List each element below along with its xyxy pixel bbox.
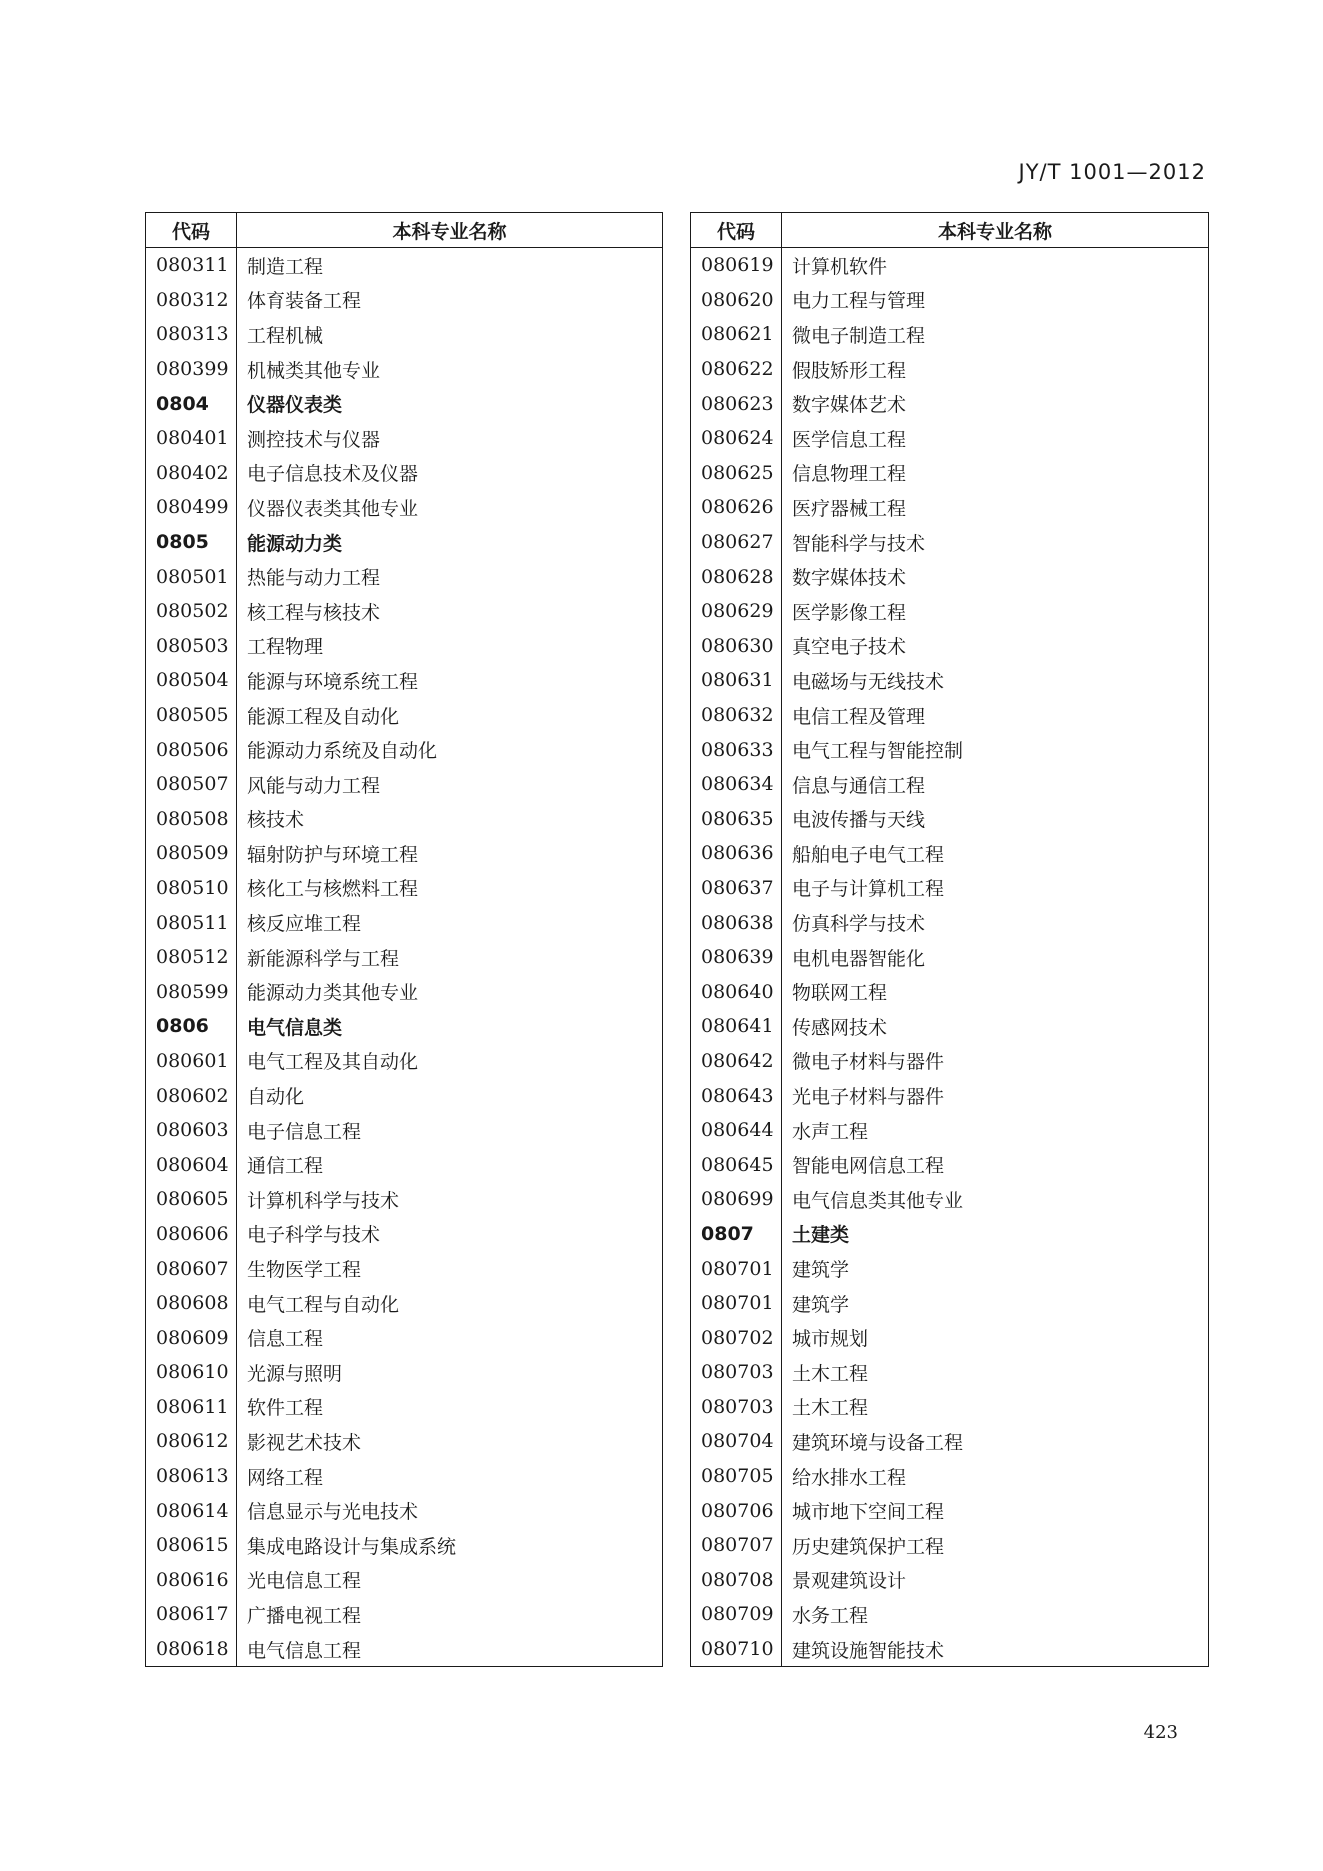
major-name: 风能与动力工程 xyxy=(247,774,381,797)
category-row xyxy=(146,386,663,421)
major-code: 080313 xyxy=(146,317,237,352)
major-code: 080401 xyxy=(146,421,237,456)
table-row xyxy=(146,317,663,352)
table-row xyxy=(146,1390,663,1425)
major-name: 软件工程 xyxy=(247,1397,324,1420)
major-code: 080617 xyxy=(146,1597,237,1632)
major-name: 电机电器智能化 xyxy=(792,947,926,970)
major-code: 080510 xyxy=(146,871,237,906)
major-name: 城市地下空间工程 xyxy=(792,1501,945,1524)
major-name: 制造工程 xyxy=(247,255,324,278)
major-name: 计算机科学与技术 xyxy=(247,1189,400,1212)
table-row xyxy=(691,1355,1209,1390)
table-row xyxy=(691,974,1209,1009)
major-code: 080615 xyxy=(146,1528,237,1563)
major-code: 080605 xyxy=(146,1182,237,1217)
table-body xyxy=(146,248,663,1667)
major-code: 080603 xyxy=(146,1113,237,1148)
table-row xyxy=(146,248,663,283)
table-row xyxy=(146,1632,663,1667)
table-header-row xyxy=(691,213,1209,248)
major-name: 水务工程 xyxy=(792,1604,869,1627)
major-code: 080621 xyxy=(691,317,782,352)
table-row xyxy=(146,490,663,525)
major-code: 080704 xyxy=(691,1424,782,1459)
major-code: 080508 xyxy=(146,802,237,837)
table-row xyxy=(146,1459,663,1494)
major-code: 0807 xyxy=(691,1217,782,1252)
table-body xyxy=(691,248,1209,1667)
major-name: 电气信息类其他专业 xyxy=(792,1189,964,1212)
major-name: 城市规划 xyxy=(792,1328,869,1351)
major-name: 建筑环境与设备工程 xyxy=(792,1431,964,1454)
table-row xyxy=(691,905,1209,940)
table-row xyxy=(691,559,1209,594)
table-row xyxy=(146,1320,663,1355)
major-name: 电波传播与天线 xyxy=(792,809,926,832)
major-code: 080630 xyxy=(691,629,782,664)
major-name: 工程物理 xyxy=(247,636,324,659)
major-name: 光电子材料与器件 xyxy=(792,1086,945,1109)
major-code: 080639 xyxy=(691,940,782,975)
major-name: 电信工程及管理 xyxy=(792,705,926,728)
major-code: 080645 xyxy=(691,1147,782,1182)
table-row xyxy=(146,559,663,594)
major-code: 080618 xyxy=(146,1632,237,1667)
table-row xyxy=(146,905,663,940)
table-row xyxy=(146,940,663,975)
table-row xyxy=(146,456,663,491)
table-row xyxy=(146,663,663,698)
major-code: 080599 xyxy=(146,974,237,1009)
table-row xyxy=(146,698,663,733)
table-row xyxy=(691,940,1209,975)
major-name: 热能与动力工程 xyxy=(247,567,381,590)
major-name: 数字媒体技术 xyxy=(792,567,907,590)
major-name: 仿真科学与技术 xyxy=(792,913,926,936)
major-name: 建筑学 xyxy=(792,1259,850,1282)
major-code: 080703 xyxy=(691,1390,782,1425)
table-row xyxy=(146,1597,663,1632)
major-code: 080641 xyxy=(691,1009,782,1044)
major-code: 080622 xyxy=(691,352,782,387)
major-code: 080601 xyxy=(146,1044,237,1079)
table-row xyxy=(691,1113,1209,1148)
table-row xyxy=(691,1147,1209,1182)
major-code: 080643 xyxy=(691,1078,782,1113)
major-code: 080602 xyxy=(146,1078,237,1113)
major-code: 080607 xyxy=(146,1251,237,1286)
major-code: 080402 xyxy=(146,456,237,491)
major-name: 计算机软件 xyxy=(792,255,888,278)
table-row xyxy=(691,1493,1209,1528)
major-code: 080701 xyxy=(691,1251,782,1286)
major-name: 信息物理工程 xyxy=(792,463,907,486)
table-row xyxy=(691,767,1209,802)
major-name: 仪器仪表类 xyxy=(247,394,343,417)
major-name: 智能电网信息工程 xyxy=(792,1155,945,1178)
major-name: 影视艺术技术 xyxy=(247,1431,362,1454)
major-code: 080311 xyxy=(146,248,237,283)
table-row xyxy=(146,1182,663,1217)
major-name: 电气工程及其自动化 xyxy=(247,1051,419,1074)
table-row xyxy=(146,283,663,318)
major-name: 广播电视工程 xyxy=(247,1604,362,1627)
table-row xyxy=(691,1528,1209,1563)
major-code: 080640 xyxy=(691,974,782,1009)
major-code: 080511 xyxy=(146,905,237,940)
table-row xyxy=(146,594,663,629)
table-row xyxy=(691,1597,1209,1632)
major-name: 工程机械 xyxy=(247,324,324,347)
major-code: 080619 xyxy=(691,248,782,283)
table-row xyxy=(691,732,1209,767)
major-code: 080637 xyxy=(691,871,782,906)
table-row xyxy=(146,1044,663,1079)
major-name: 能源动力系统及自动化 xyxy=(247,740,438,763)
major-table-right xyxy=(690,212,1209,1667)
major-name: 核工程与核技术 xyxy=(247,601,381,624)
major-name: 通信工程 xyxy=(247,1155,324,1178)
major-name: 土木工程 xyxy=(792,1362,869,1385)
table-row xyxy=(691,629,1209,664)
category-row xyxy=(691,1217,1209,1252)
major-code: 080708 xyxy=(691,1563,782,1598)
major-name: 医疗器械工程 xyxy=(792,497,907,520)
major-code: 080634 xyxy=(691,767,782,802)
table-row xyxy=(146,1113,663,1148)
table-row xyxy=(691,871,1209,906)
major-name: 集成电路设计与集成系统 xyxy=(247,1535,457,1558)
table-row xyxy=(691,1424,1209,1459)
major-code: 080613 xyxy=(146,1459,237,1494)
major-code: 080699 xyxy=(691,1182,782,1217)
major-name: 核化工与核燃料工程 xyxy=(247,878,419,901)
major-name: 水声工程 xyxy=(792,1120,869,1143)
major-name: 网络工程 xyxy=(247,1466,324,1489)
major-code: 080624 xyxy=(691,421,782,456)
major-code: 080626 xyxy=(691,490,782,525)
table-row xyxy=(146,629,663,664)
table-row xyxy=(691,1286,1209,1321)
table-row xyxy=(691,1182,1209,1217)
major-name: 能源工程及自动化 xyxy=(247,705,400,728)
table-row xyxy=(146,732,663,767)
table-row xyxy=(691,698,1209,733)
table-row xyxy=(691,317,1209,352)
major-name: 电子信息工程 xyxy=(247,1120,362,1143)
table-row xyxy=(691,1632,1209,1667)
major-name: 电力工程与管理 xyxy=(792,290,926,313)
major-name: 辐射防护与环境工程 xyxy=(247,843,419,866)
table-row xyxy=(146,1355,663,1390)
major-name: 医学影像工程 xyxy=(792,601,907,624)
table-row xyxy=(146,1251,663,1286)
table-row xyxy=(146,974,663,1009)
major-name: 电气信息类 xyxy=(247,1016,343,1039)
table-row xyxy=(691,1390,1209,1425)
table-row xyxy=(146,767,663,802)
major-code: 080610 xyxy=(146,1355,237,1390)
major-name: 景观建筑设计 xyxy=(792,1570,907,1593)
major-code: 080636 xyxy=(691,836,782,871)
table-header-row xyxy=(146,213,663,248)
table-row xyxy=(146,1563,663,1598)
major-name: 信息与通信工程 xyxy=(792,774,926,797)
table-row xyxy=(691,1009,1209,1044)
table-row xyxy=(146,836,663,871)
table-row xyxy=(691,1044,1209,1079)
major-code: 080705 xyxy=(691,1459,782,1494)
major-code: 0806 xyxy=(146,1009,237,1044)
major-code: 080706 xyxy=(691,1493,782,1528)
table-row xyxy=(691,421,1209,456)
major-code: 080612 xyxy=(146,1424,237,1459)
table-row xyxy=(691,836,1209,871)
major-name: 能源与环境系统工程 xyxy=(247,670,419,693)
major-name: 建筑学 xyxy=(792,1293,850,1316)
major-name: 能源动力类 xyxy=(247,532,343,555)
table-row xyxy=(691,490,1209,525)
page-number: 423 xyxy=(1143,1722,1178,1743)
major-name: 能源动力类其他专业 xyxy=(247,982,419,1005)
table-row xyxy=(146,1078,663,1113)
major-name: 电子信息技术及仪器 xyxy=(247,463,419,486)
major-code: 080312 xyxy=(146,283,237,318)
major-code: 080623 xyxy=(691,386,782,421)
major-name: 数字媒体艺术 xyxy=(792,394,907,417)
major-code: 080504 xyxy=(146,663,237,698)
name-column-header: 本科专业名称 xyxy=(237,213,663,248)
table-row xyxy=(691,386,1209,421)
major-code: 080642 xyxy=(691,1044,782,1079)
table-row xyxy=(691,594,1209,629)
table-row xyxy=(691,802,1209,837)
major-code: 080638 xyxy=(691,905,782,940)
table-row xyxy=(146,421,663,456)
table-row xyxy=(146,871,663,906)
major-code: 080506 xyxy=(146,732,237,767)
major-code: 080616 xyxy=(146,1563,237,1598)
major-code: 080620 xyxy=(691,283,782,318)
major-name: 土木工程 xyxy=(792,1397,869,1420)
major-code: 0805 xyxy=(146,525,237,560)
major-name: 核反应堆工程 xyxy=(247,913,362,936)
major-name: 船舶电子电气工程 xyxy=(792,843,945,866)
major-name: 电气工程与智能控制 xyxy=(792,740,964,763)
major-code: 080399 xyxy=(146,352,237,387)
major-name: 假肢矫形工程 xyxy=(792,359,907,382)
table-row xyxy=(691,1251,1209,1286)
major-code: 080710 xyxy=(691,1632,782,1667)
table-row xyxy=(691,283,1209,318)
major-name: 真空电子技术 xyxy=(792,636,907,659)
major-code: 080709 xyxy=(691,1597,782,1632)
major-name: 医学信息工程 xyxy=(792,428,907,451)
major-code: 080631 xyxy=(691,663,782,698)
major-code: 080611 xyxy=(146,1390,237,1425)
major-name: 新能源科学与工程 xyxy=(247,947,400,970)
code-column-header: 代码 xyxy=(691,213,782,248)
major-code: 080608 xyxy=(146,1286,237,1321)
major-code: 080644 xyxy=(691,1113,782,1148)
major-name: 自动化 xyxy=(247,1086,305,1109)
table-row xyxy=(146,1217,663,1252)
major-name: 光源与照明 xyxy=(247,1362,343,1385)
major-code: 080614 xyxy=(146,1493,237,1528)
major-code: 080606 xyxy=(146,1217,237,1252)
major-name: 电磁场与无线技术 xyxy=(792,670,945,693)
major-name: 建筑设施智能技术 xyxy=(792,1639,945,1662)
major-name: 微电子材料与器件 xyxy=(792,1051,945,1074)
code-column-header: 代码 xyxy=(146,213,237,248)
table-row xyxy=(146,1528,663,1563)
major-name: 光电信息工程 xyxy=(247,1570,362,1593)
major-name: 历史建筑保护工程 xyxy=(792,1535,945,1558)
major-name: 土建类 xyxy=(792,1224,850,1247)
major-name: 物联网工程 xyxy=(792,982,888,1005)
major-name: 核技术 xyxy=(247,809,305,832)
major-code: 080628 xyxy=(691,559,782,594)
major-code: 080702 xyxy=(691,1320,782,1355)
major-name: 信息显示与光电技术 xyxy=(247,1501,419,1524)
major-name: 机械类其他专业 xyxy=(247,359,381,382)
table-row xyxy=(146,352,663,387)
major-code: 080609 xyxy=(146,1320,237,1355)
major-code: 080505 xyxy=(146,698,237,733)
table-row xyxy=(146,1286,663,1321)
major-code: 080707 xyxy=(691,1528,782,1563)
category-row xyxy=(146,1009,663,1044)
major-table-left xyxy=(145,212,663,1667)
major-code: 080501 xyxy=(146,559,237,594)
table-row xyxy=(691,525,1209,560)
standard-code: JY/T 1001—2012 xyxy=(1018,160,1206,184)
major-name: 微电子制造工程 xyxy=(792,324,926,347)
major-code: 080512 xyxy=(146,940,237,975)
major-code: 080635 xyxy=(691,802,782,837)
major-code: 080633 xyxy=(691,732,782,767)
major-name: 智能科学与技术 xyxy=(792,532,926,555)
major-name: 传感网技术 xyxy=(792,1016,888,1039)
table-row xyxy=(691,663,1209,698)
table-row xyxy=(691,1078,1209,1113)
major-code: 080604 xyxy=(146,1147,237,1182)
table-row xyxy=(146,1424,663,1459)
major-code: 080632 xyxy=(691,698,782,733)
table-row xyxy=(691,352,1209,387)
major-name: 给水排水工程 xyxy=(792,1466,907,1489)
major-code: 080701 xyxy=(691,1286,782,1321)
major-name: 生物医学工程 xyxy=(247,1259,362,1282)
table-row xyxy=(691,1563,1209,1598)
major-code: 0804 xyxy=(146,386,237,421)
major-code: 080703 xyxy=(691,1355,782,1390)
major-name: 测控技术与仪器 xyxy=(247,428,381,451)
major-name: 体育装备工程 xyxy=(247,290,362,313)
major-name: 电气工程与自动化 xyxy=(247,1293,400,1316)
major-name: 电子与计算机工程 xyxy=(792,878,945,901)
major-code: 080507 xyxy=(146,767,237,802)
major-name: 仪器仪表类其他专业 xyxy=(247,497,419,520)
table-row xyxy=(146,802,663,837)
major-code: 080629 xyxy=(691,594,782,629)
major-code: 080625 xyxy=(691,456,782,491)
major-code: 080502 xyxy=(146,594,237,629)
major-code: 080627 xyxy=(691,525,782,560)
table-row xyxy=(691,248,1209,283)
table-row xyxy=(691,456,1209,491)
table-row xyxy=(146,1147,663,1182)
major-code: 080499 xyxy=(146,490,237,525)
table-row xyxy=(146,1493,663,1528)
major-name: 电子科学与技术 xyxy=(247,1224,381,1247)
major-code: 080503 xyxy=(146,629,237,664)
table-row xyxy=(691,1320,1209,1355)
category-row xyxy=(146,525,663,560)
table-row xyxy=(691,1459,1209,1494)
major-name: 信息工程 xyxy=(247,1328,324,1351)
major-code: 080509 xyxy=(146,836,237,871)
name-column-header: 本科专业名称 xyxy=(782,213,1209,248)
major-name: 电气信息工程 xyxy=(247,1639,362,1662)
